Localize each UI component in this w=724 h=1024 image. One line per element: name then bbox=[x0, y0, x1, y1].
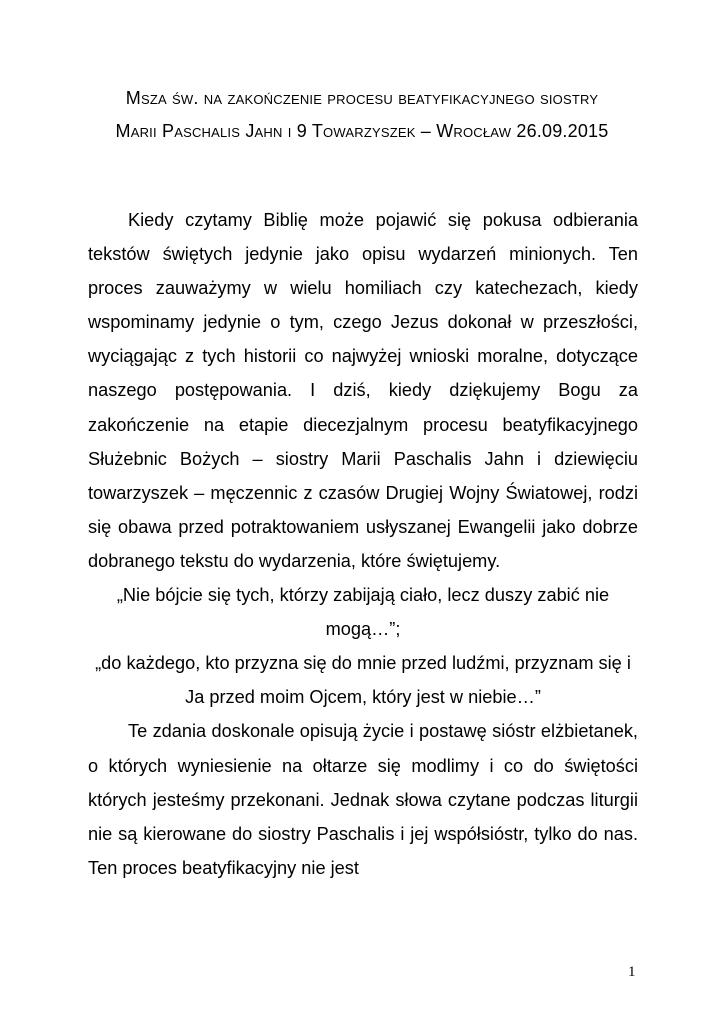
quote-2: „do każdego, kto przyzna się do mnie przed ludźmi, przyznam się i Ja przed moim Ojcem, który jest w niebie…” bbox=[95, 653, 631, 708]
quote-1: „Nie bójcie się tych, którzy zabijają ciało, lecz duszy zabić nie mogą…”; bbox=[116, 585, 610, 640]
heading-line-1: Msza św. na zakończenie procesu beatyfikacyjnego siostry bbox=[125, 88, 599, 108]
page-number: 1 bbox=[628, 964, 636, 980]
paragraph-2: Te zdania doskonale opisują życie i postawę sióstr elżbietanek, o których wyniesienie na ołtarze się modlimy i co do świętości których jesteśmy przekonani. Jednak słowa czytane podczas liturgii nie są kierowane do siostry Paschalis i jej współsióstr, tylko do nas. Ten proces beatyfikacyjny nie jest bbox=[88, 721, 638, 878]
paragraph-1: Kiedy czytamy Biblię może pojawić się pokusa odbierania tekstów świętych jedynie jako opisu wydarzeń minionych. Ten proces zauważymy w wielu homiliach czy katechezach, kiedy wspominamy jedynie o tym, czego Jezus dokonał w przeszłości, wyciągając z tych historii co najwyżej wnioski moralne, dotyczące naszego postępowania. I dziś, kiedy dziękujemy Bogu za zakończenie na etapie diecezjalnym procesu beatyfikacyjnego Służebnic Bożych – siostry Marii Paschalis Jahn i dziewięciu towarzyszek – męczennic z czasów Drugiej Wojny Światowej, rodzi się obawa przed potraktowaniem usłyszanej Ewangelii jako dobrze dobranego tekstu do wydarzenia, które świętujemy. bbox=[88, 210, 638, 571]
body-text bbox=[88, 203, 638, 885]
heading-line-2: Marii Paschalis Jahn i 9 Towarzyszek – Wrocław 26.09.2015 bbox=[115, 121, 609, 141]
